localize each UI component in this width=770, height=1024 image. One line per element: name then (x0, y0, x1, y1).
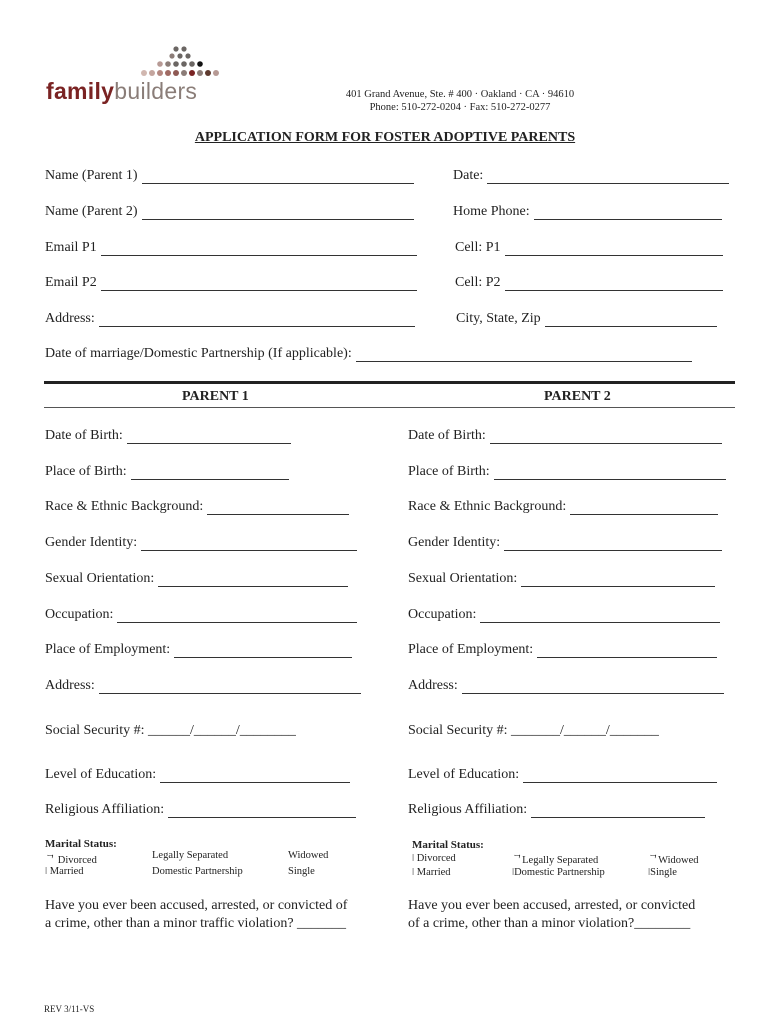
p1-occupation-line[interactable] (117, 608, 357, 623)
p1-legally-separated-option[interactable]: Legally Separated (152, 850, 229, 861)
p1-gender-field[interactable] (45, 535, 357, 551)
cell-p2-field[interactable] (455, 275, 723, 291)
p1-ssn-label: Social Security #: ______/______/________ (45, 723, 296, 738)
p1-dob-label: Date of Birth: (45, 428, 123, 443)
p2-education-field[interactable] (408, 767, 717, 783)
p2-crime-question-line2: of a crime, other than a minor violation?________ (408, 916, 691, 931)
p2-address-field[interactable] (408, 678, 724, 694)
p2-legally-separated-option[interactable]: ᄀLegally Separated (512, 855, 599, 866)
address-line[interactable] (99, 312, 415, 327)
p1-orientation-label: Sexual Orientation: (45, 571, 155, 586)
p2-ssn-field[interactable] (408, 723, 659, 739)
parent2-heading: PARENT 2 (544, 389, 611, 404)
p2-pob-field[interactable] (408, 464, 726, 480)
p1-marital-title: Marital Status: (45, 838, 117, 850)
p2-orientation-field[interactable] (408, 571, 715, 587)
marriage-date-field[interactable] (45, 346, 692, 362)
section-divider-bottom (44, 407, 735, 408)
p2-single-option[interactable]: ǀSingle (648, 867, 677, 878)
p1-race-label: Race & Ethnic Background: (45, 499, 204, 514)
p1-occupation-label: Occupation: (45, 607, 114, 622)
p1-single-option[interactable]: Single (288, 866, 315, 877)
city-state-zip-field[interactable] (456, 311, 717, 327)
form-title: APPLICATION FORM FOR FOSTER ADOPTIVE PARENTS (194, 130, 576, 145)
marriage-date-line[interactable] (356, 347, 692, 362)
p2-gender-line[interactable] (504, 536, 722, 551)
p1-pob-line[interactable] (131, 465, 289, 480)
p2-pob-line[interactable] (494, 465, 726, 480)
date-line[interactable] (487, 169, 729, 184)
p2-gender-field[interactable] (408, 535, 722, 551)
home-phone-line[interactable] (534, 205, 722, 220)
p1-dob-line[interactable] (127, 429, 291, 444)
p1-pob-label: Place of Birth: (45, 464, 127, 479)
p1-dob-field[interactable] (45, 428, 291, 444)
date-label: Date: (453, 168, 484, 183)
logo-wordmark (46, 78, 197, 105)
p1-pob-field[interactable] (45, 464, 289, 480)
p2-dob-field[interactable] (408, 428, 722, 444)
p1-address-line[interactable] (99, 679, 361, 694)
p1-gender-line[interactable] (141, 536, 357, 551)
cell-p2-label: Cell: P2 (455, 275, 501, 290)
name-parent1-label: Name (Parent 1) (45, 168, 138, 183)
p1-education-label: Level of Education: (45, 767, 157, 782)
address-field[interactable] (45, 311, 415, 327)
p1-occupation-field[interactable] (45, 607, 357, 623)
logo-family-text: family (46, 78, 115, 104)
p2-race-field[interactable] (408, 499, 718, 515)
p2-pob-label: Place of Birth: (408, 464, 490, 479)
p1-domestic-partnership-option[interactable]: Domestic Partnership (152, 866, 243, 877)
p2-crime-question[interactable] (408, 897, 695, 933)
p1-employment-line[interactable] (174, 643, 352, 658)
p2-dob-line[interactable] (490, 429, 722, 444)
p1-religion-field[interactable] (45, 802, 356, 818)
p1-address-label: Address: (45, 678, 95, 693)
email-p1-line[interactable] (101, 241, 417, 256)
org-address: 401 Grand Avenue, Ste. # 400 · Oakland · CA · 94610 (345, 89, 575, 100)
p2-employment-line[interactable] (537, 643, 717, 658)
name-parent1-field[interactable] (45, 168, 414, 184)
family-builders-logo (46, 44, 246, 114)
p2-employment-label: Place of Employment: (408, 642, 534, 657)
parent1-heading: PARENT 1 (182, 389, 249, 404)
p2-occupation-field[interactable] (408, 607, 720, 623)
p1-orientation-line[interactable] (158, 572, 348, 587)
cell-p1-field[interactable] (455, 240, 723, 256)
p1-religion-label: Religious Affiliation: (45, 802, 165, 817)
p2-occupation-line[interactable] (480, 608, 720, 623)
address-label: Address: (45, 311, 95, 326)
p1-crime-question[interactable] (45, 897, 347, 933)
p2-gender-label: Gender Identity: (408, 535, 501, 550)
org-phone-fax: Phone: 510-272-0204 · Fax: 510-272-0277 (369, 102, 551, 113)
p1-crime-question-line2: a crime, other than a minor traffic violation? _______ (45, 916, 347, 931)
name-parent1-line[interactable] (142, 169, 414, 184)
p1-orientation-field[interactable] (45, 571, 348, 587)
cell-p2-line[interactable] (505, 276, 723, 291)
p2-race-label: Race & Ethnic Background: (408, 499, 567, 514)
email-p2-label: Email P2 (45, 275, 97, 290)
section-divider-top (44, 381, 735, 384)
p1-religion-line[interactable] (168, 803, 356, 818)
p1-address-field[interactable] (45, 678, 361, 694)
date-field[interactable] (453, 168, 729, 184)
city-state-zip-line[interactable] (545, 312, 717, 327)
email-p1-label: Email P1 (45, 240, 97, 255)
cell-p1-label: Cell: P1 (455, 240, 501, 255)
p2-married-option[interactable]: ǀ Married (412, 867, 451, 878)
p2-religion-field[interactable] (408, 802, 705, 818)
p2-domestic-partnership-option[interactable]: ǀDomestic Partnership (512, 867, 605, 878)
cell-p1-line[interactable] (505, 241, 723, 256)
p2-crime-question-line1: Have you ever been accused, arrested, or convicted (408, 898, 696, 913)
email-p2-field[interactable] (45, 275, 417, 291)
home-phone-field[interactable] (453, 204, 722, 220)
revision-note: REV 3/11-VS (44, 1004, 95, 1014)
p2-orientation-label: Sexual Orientation: (408, 571, 518, 586)
name-parent2-line[interactable] (142, 205, 414, 220)
marriage-date-label: Date of marriage/Domestic Partnership (If applicable): (45, 346, 352, 361)
p2-address-line[interactable] (462, 679, 724, 694)
p1-ssn-field[interactable] (45, 723, 296, 739)
p1-married-option[interactable]: ǀ Married (45, 866, 84, 877)
p2-divorced-option[interactable]: ǀ Divorced (412, 853, 456, 864)
p2-race-line[interactable] (570, 500, 718, 515)
p2-ssn-label: Social Security #: _______/______/_______ (408, 723, 659, 738)
p2-occupation-label: Occupation: (408, 607, 477, 622)
p1-gender-label: Gender Identity: (45, 535, 138, 550)
p1-race-field[interactable] (45, 499, 349, 515)
logo-builders-text: builders (114, 78, 198, 104)
p1-employment-label: Place of Employment: (45, 642, 171, 657)
p1-education-field[interactable] (45, 767, 350, 783)
city-state-zip-label: City, State, Zip (456, 311, 541, 326)
name-parent2-field[interactable] (45, 204, 414, 220)
p2-address-label: Address: (408, 678, 458, 693)
p1-divorced-option[interactable]: ᄀ Divorced (45, 855, 97, 866)
p2-dob-label: Date of Birth: (408, 428, 486, 443)
p2-widowed-option[interactable]: ᄀWidowed (648, 855, 699, 866)
name-parent2-label: Name (Parent 2) (45, 204, 138, 219)
p2-education-label: Level of Education: (408, 767, 520, 782)
p1-crime-question-line1: Have you ever been accused, arrested, or convicted of (45, 898, 348, 913)
p1-race-line[interactable] (207, 500, 349, 515)
home-phone-label: Home Phone: (453, 204, 530, 219)
p1-education-line[interactable] (160, 768, 350, 783)
email-p2-line[interactable] (101, 276, 417, 291)
p2-employment-field[interactable] (408, 642, 717, 658)
p1-widowed-option[interactable]: Widowed (288, 850, 329, 861)
p2-religion-label: Religious Affiliation: (408, 802, 528, 817)
p2-orientation-line[interactable] (521, 572, 715, 587)
p2-education-line[interactable] (523, 768, 717, 783)
p1-employment-field[interactable] (45, 642, 352, 658)
p2-religion-line[interactable] (531, 803, 705, 818)
p2-marital-title: Marital Status: (412, 839, 484, 851)
email-p1-field[interactable] (45, 240, 417, 256)
